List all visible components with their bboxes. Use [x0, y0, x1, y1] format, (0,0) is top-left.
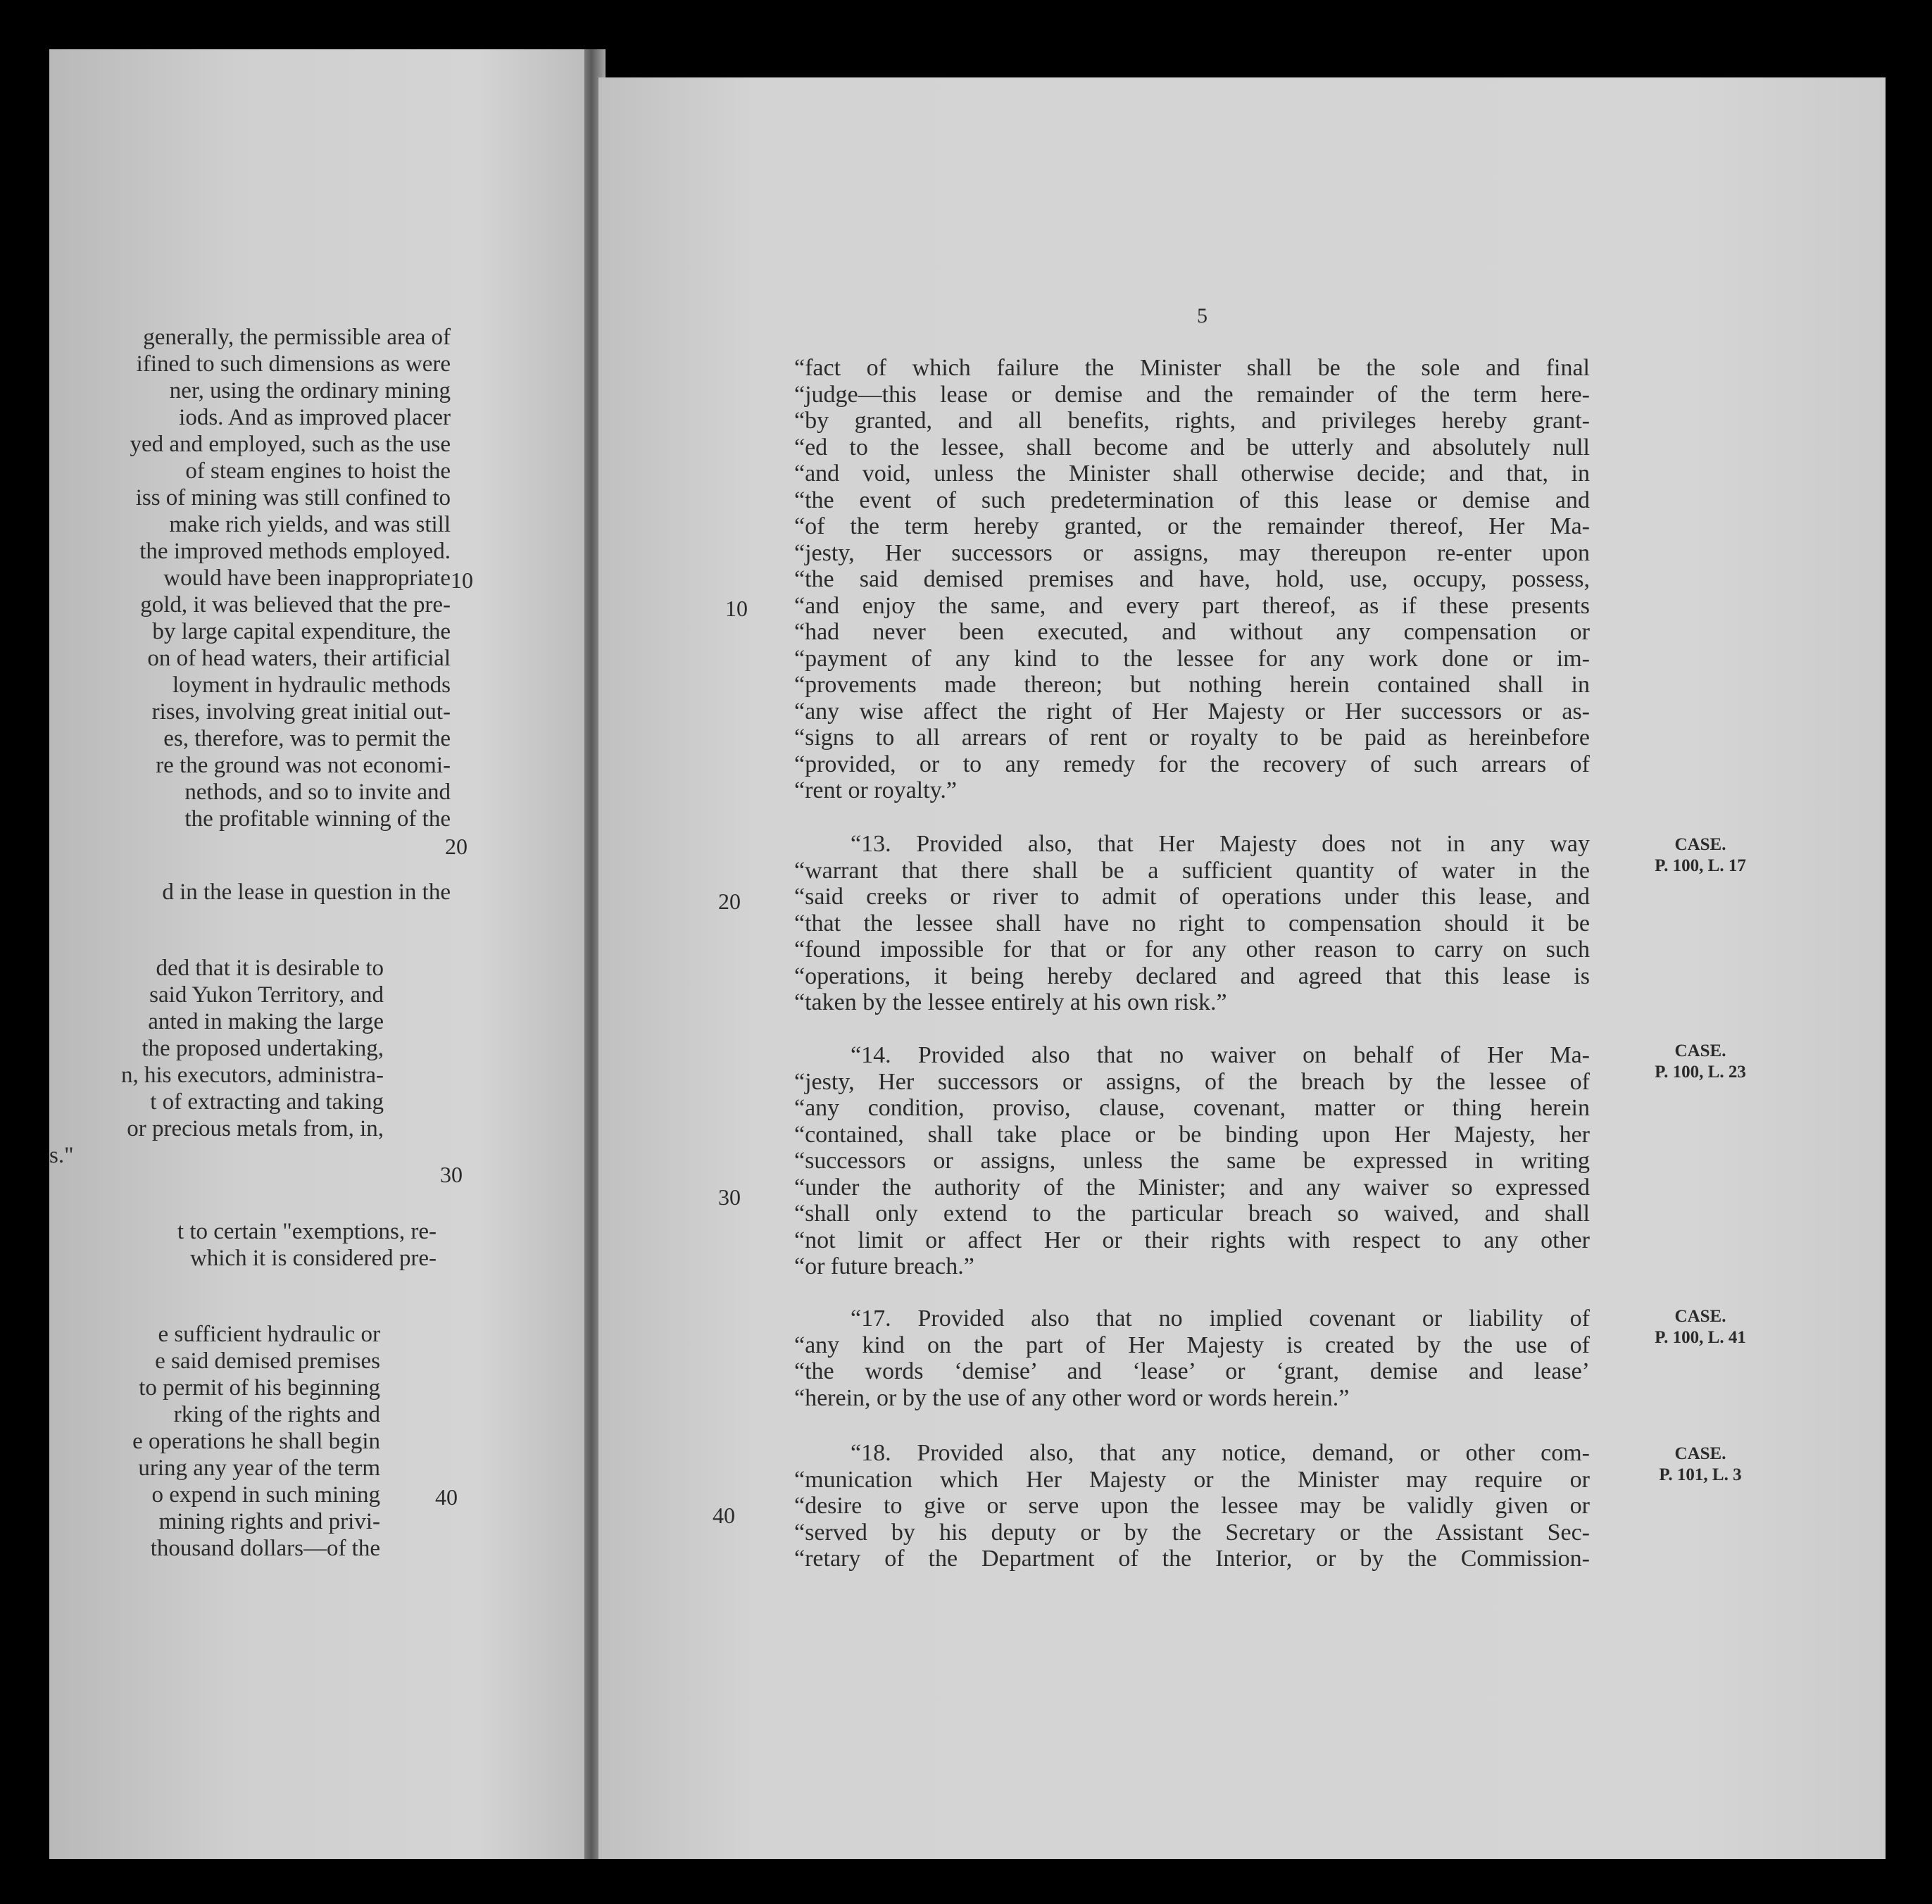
left-text-line: e said demised premises [155, 1348, 380, 1374]
left-text-line: rises, involving great initial out- [151, 699, 451, 725]
text-line: “13. Provided also, that Her Majesty does not in any way [851, 831, 1590, 857]
case-reference-note [1626, 1306, 1774, 1348]
text-line: “provements made thereon; but nothing herein contained shall in [794, 672, 1590, 698]
text-line: “ed to the lessee, shall become and be utterly and absolutely null [794, 434, 1590, 461]
text-line: “herein, or by the use of any other word or words herein.” [794, 1384, 1350, 1411]
text-line: “of the term hereby granted, or the remainder thereof, Her Ma- [794, 513, 1590, 539]
text-line: “payment of any kind to the lessee for any work done or im- [794, 645, 1590, 672]
case-label: CASE. [1674, 1041, 1726, 1060]
left-text-line: ner, using the ordinary mining [169, 378, 451, 403]
text-line: “signs to all arrears of rent or royalty to be paid as hereinbefore [794, 725, 1590, 751]
left-text-line: the proposed undertaking, [142, 1036, 384, 1061]
left-text-line: iss of mining was still confined to [135, 485, 451, 511]
text-line: “the event of such predetermination of this lease or demise and [794, 487, 1590, 513]
text-line: “successors or assigns, unless the same be expressed in writing [794, 1148, 1590, 1174]
left-text-line: t of extracting and taking [150, 1089, 384, 1115]
clause-18 [794, 1440, 1590, 1572]
left-text-line: n, his executors, administra- [121, 1063, 384, 1088]
left-line-number: 30 [440, 1162, 463, 1187]
left-text-line: s." [49, 1143, 74, 1168]
text-line: “fact of which failure the Minister shall be the sole and final [794, 355, 1590, 381]
left-text-line: mining rights and privi- [158, 1509, 380, 1534]
text-line: “desire to give or serve upon the lessee may be validly given or [794, 1493, 1590, 1519]
left-page [49, 49, 584, 1859]
case-label: CASE. [1674, 835, 1726, 854]
left-text-line: of steam engines to hoist the [185, 458, 451, 484]
case-ref: P. 100, L. 23 [1655, 1063, 1746, 1082]
left-text-line: e operations he shall begin [132, 1429, 380, 1454]
text-line: “under the authority of the Minister; and any waiver so expressed [794, 1174, 1590, 1201]
text-line: “jesty, Her successors or assigns, of the breach by the lessee of [794, 1068, 1590, 1095]
text-line: “any condition, proviso, clause, covenant, matter or thing herein [794, 1095, 1590, 1121]
left-text-line: es, therefore, was to permit the [163, 726, 451, 751]
text-line: “rent or royalty.” [794, 777, 957, 803]
text-line: “the said demised premises and have, hold, use, occupy, possess, [794, 566, 1590, 592]
left-text-line: gold, it was believed that the pre- [140, 592, 451, 618]
case-reference-note [1626, 1041, 1774, 1083]
left-text-line: thousand dollars—of the [150, 1536, 380, 1561]
case-label: CASE. [1674, 1444, 1726, 1463]
left-text-line: to permit of his beginning [139, 1375, 380, 1401]
left-text-line: t to certain "exemptions, re- [177, 1219, 437, 1244]
text-line: “by granted, and all benefits, rights, and privileges hereby grant- [794, 408, 1590, 434]
left-text-line: o expend in such mining [151, 1482, 380, 1508]
left-text-line: make rich yields, and was still [169, 512, 451, 537]
case-label: CASE. [1674, 1307, 1726, 1326]
paragraph-continuation [794, 355, 1590, 804]
case-ref: P. 100, L. 41 [1655, 1328, 1746, 1347]
case-ref: P. 101, L. 3 [1659, 1465, 1742, 1484]
text-line: “provided, or to any remedy for the recovery of such arrears of [794, 751, 1590, 777]
left-text-line: ifined to such dimensions as were [136, 351, 451, 377]
left-text-line: by large capital expenditure, the [152, 619, 451, 644]
text-line: “found impossible for that or for any other reason to carry on such [794, 937, 1590, 963]
text-line: “the words ‘demise’ and ‘lease’ or ‘grant, demise and lease’ [794, 1358, 1590, 1384]
left-text-line: on of head waters, their artificial [147, 646, 451, 671]
text-line: “that the lessee shall have no right to compensation should it be [794, 910, 1590, 937]
text-line: “contained, shall take place or be binding upon Her Majesty, her [794, 1121, 1590, 1148]
left-text-line: which it is considered pre- [189, 1246, 437, 1271]
right-line-number: 10 [725, 596, 748, 621]
right-line-number: 20 [718, 889, 741, 914]
page-number: 5 [1197, 304, 1208, 327]
left-text-line: the profitable winning of the [184, 806, 451, 832]
text-line: “said creeks or river to admit of operations under this lease, and [794, 884, 1590, 910]
left-text-line: iods. And as improved placer [179, 405, 451, 430]
text-line: “14. Provided also that no waiver on behalf of Her Ma- [851, 1042, 1590, 1068]
case-reference-note [1626, 834, 1774, 877]
left-text-line: e sufficient hydraulic or [158, 1322, 380, 1347]
left-text-line: nethods, and so to invite and [184, 779, 451, 805]
left-text-line: generally, the permissible area of [143, 325, 451, 350]
left-text-line: or precious metals from, in, [127, 1116, 384, 1141]
text-line: “not limit or affect Her or their rights with respect to any other [794, 1227, 1590, 1253]
left-line-number: 20 [445, 834, 468, 859]
text-line: “served by his deputy or by the Secretary or the Assistant Sec- [794, 1519, 1590, 1546]
text-line: “18. Provided also, that any notice, demand, or other com- [851, 1440, 1590, 1466]
text-line: “and enjoy the same, and every part thereof, as if these presents [794, 592, 1590, 619]
text-line: “any kind on the part of Her Majesty is created by the use of [794, 1332, 1590, 1358]
text-line: “17. Provided also that no implied covenant or liability of [851, 1305, 1590, 1332]
left-line-number: 40 [435, 1484, 458, 1510]
left-text-line: said Yukon Territory, and [149, 982, 384, 1008]
text-line: “retary of the Department of the Interior, or by the Commission- [794, 1546, 1590, 1572]
left-text-line: rking of the rights and [173, 1402, 380, 1427]
clause-14 [794, 1042, 1590, 1280]
left-text-line: uring any year of the term [138, 1455, 380, 1481]
text-line: “warrant that there shall be a sufficient quantity of water in the [794, 857, 1590, 884]
text-line: “any wise affect the right of Her Majesty or Her successors or as- [794, 698, 1590, 725]
left-line-number: 10 [451, 568, 473, 593]
left-text-line: yed and employed, such as the use [130, 432, 451, 457]
text-line: “shall only extend to the particular breach so waived, and shall [794, 1201, 1590, 1227]
left-text-line: would have been inappropriate [163, 565, 451, 591]
right-line-number: 30 [718, 1184, 741, 1210]
left-text-line: the improved methods employed. [139, 539, 451, 564]
text-line: “or future breach.” [794, 1253, 974, 1279]
text-line: “judge—this lease or demise and the remainder of the term here- [794, 381, 1590, 408]
left-text-line: re the ground was not economi- [156, 753, 451, 778]
left-text-line: ded that it is desirable to [156, 956, 384, 981]
right-line-number: 40 [713, 1503, 735, 1528]
case-ref: P. 100, L. 17 [1655, 856, 1746, 875]
left-text-line: anted in making the large [148, 1009, 384, 1034]
text-line: “and void, unless the Minister shall otherwise decide; and that, in [794, 461, 1590, 487]
left-text-line: loyment in hydraulic methods [172, 672, 451, 698]
case-reference-note [1626, 1443, 1774, 1486]
text-line: “had never been executed, and without any compensation or [794, 619, 1590, 645]
text-line: “operations, it being hereby declared and agreed that this lease is [794, 963, 1590, 989]
clause-13 [794, 831, 1590, 1016]
left-text-line: d in the lease in question in the [162, 879, 451, 905]
text-line: “jesty, Her successors or assigns, may thereupon re-enter upon [794, 539, 1590, 566]
text-line: “taken by the lessee entirely at his own risk.” [794, 989, 1227, 1015]
clause-17 [794, 1305, 1590, 1411]
text-line: “munication which Her Majesty or the Minister may require or [794, 1466, 1590, 1493]
